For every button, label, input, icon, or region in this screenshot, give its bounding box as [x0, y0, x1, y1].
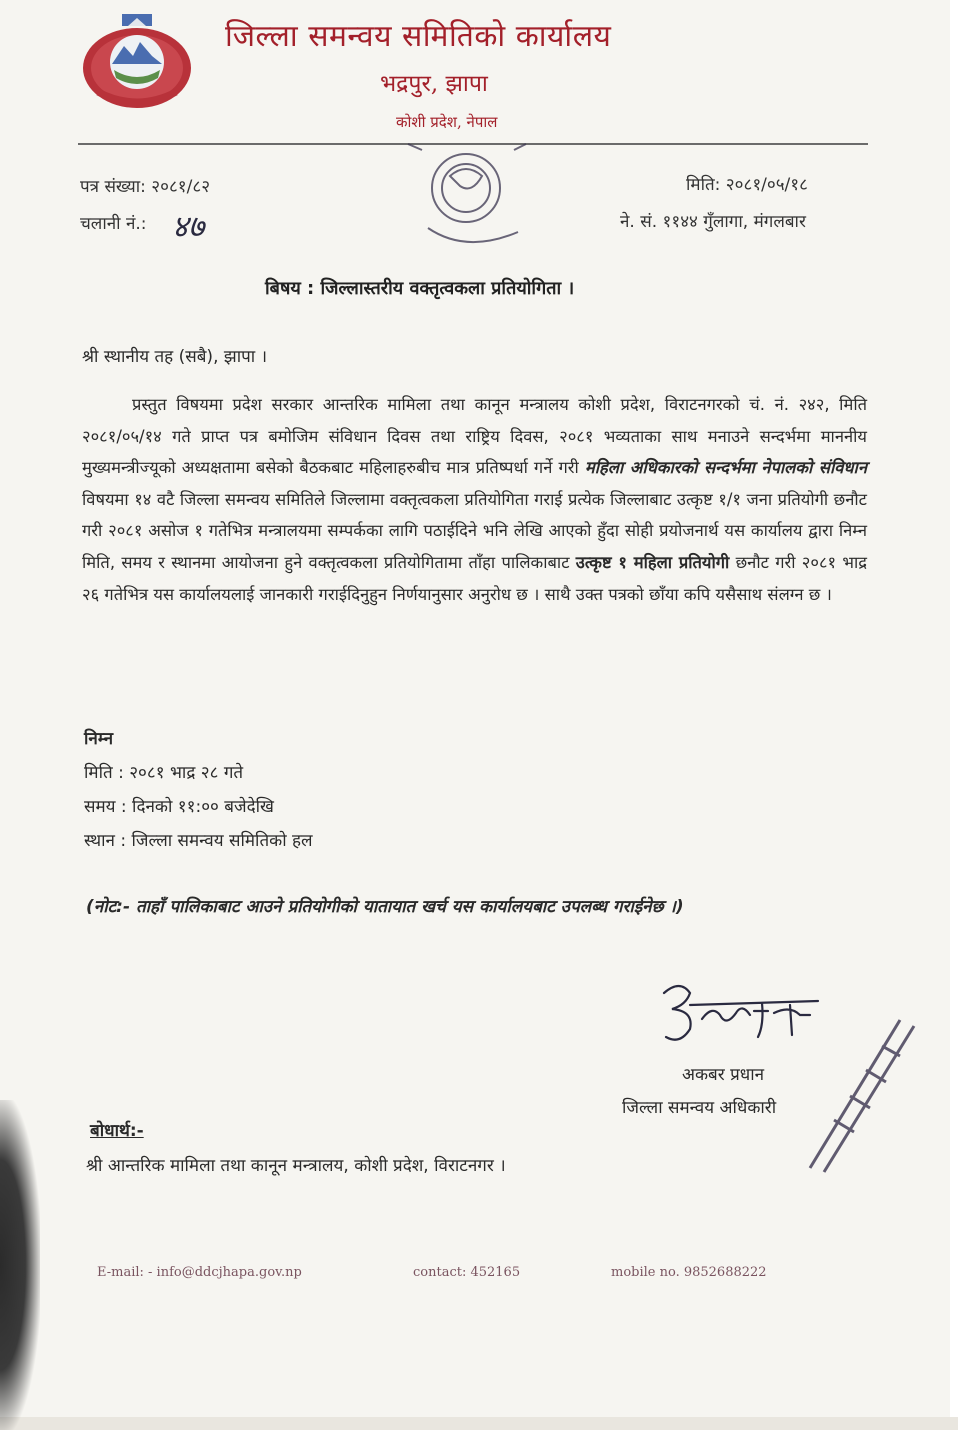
cc-heading: बोधार्थ:- — [90, 1121, 144, 1141]
footer-mobile: mobile no. 9852688222 — [611, 1265, 767, 1280]
body-topic: महिला अधिकारको सन्दर्भमा नेपालको संविधान — [584, 458, 867, 478]
office-location: भद्रपुर, झापा — [380, 71, 488, 97]
letter-subject: बिषय : जिल्लास्तरीय वक्तृत्वकला प्रतियोगिता । — [265, 278, 575, 299]
signatory-title: जिल्ला समन्वय अधिकारी — [622, 1098, 777, 1118]
office-province: कोशी प्रदेश, नेपाल — [396, 113, 498, 131]
letter-number: पत्र संख्या: २०८१/८२ — [80, 177, 211, 197]
office-stamp-icon — [388, 136, 563, 264]
signatory-name: अकबर प्रधान — [682, 1065, 765, 1085]
nepal-sambat-date: ने. सं. ११४४ गुँलागा, मंगलबार — [620, 212, 806, 232]
office-title: जिल्ला समन्वय समितिको कार्यालय — [225, 19, 612, 54]
addressee: श्री स्थानीय तह (सबै), झापा । — [82, 347, 268, 367]
dispatch-label: चलानी नं.: — [80, 214, 147, 234]
footer-contact: contact: 452165 — [413, 1265, 521, 1280]
letter-body — [82, 389, 867, 610]
footer-email: E-mail: - info@ddcjhapa.gov.np — [97, 1265, 302, 1280]
schedule-time: समय : दिनको ११:०० बजेदेखि — [84, 797, 274, 817]
body-part-3: छनौट गरी २०८१ भाद्र २६ गतेभित्र यस कार्यालयलाई जानकारी गराईदिनुहुन निर्णयानुसार अनुरोध छ । साथै उक्त पत्रको छाँया कपि यसैसाथ संलग्न छ । — [82, 552, 868, 604]
paper-edge — [950, 0, 958, 1417]
nepal-emblem-icon — [78, 12, 196, 112]
schedule-date: मिति : २०८१ भाद्र २८ गते — [84, 763, 244, 783]
schedule-venue: स्थान : जिल्ला समन्वय समितिको हल — [84, 831, 313, 851]
dispatch-number: ४७ — [172, 209, 205, 245]
event-schedule — [84, 722, 313, 858]
body-highlight: उत्कृष्ट १ महिला प्रतियोगी — [575, 552, 730, 572]
body-part-1: प्रस्तुत विषयमा प्रदेश सरकार आन्तरिक मामिला तथा कानून मन्त्रालय कोशी प्रदेश, विराटनगरको चं. नं. २४२, मिति २०८१/०५/१४ गते प्राप्त पत्र बमोजिम संविधान दिवस तथा राष्ट्रिय दिवस, २०८१ भव्यताका साथ मनाउने सन्दर्भमा माननीय मुख्यमन्त्रीज्यूको अध्यक्षतामा बसेको बैठकबाट महिलाहरुबीच मात्र प्रतिष्पर्धा गर्ने गरी — [82, 395, 867, 478]
officer-stamp-icon — [790, 1000, 930, 1180]
finger-shadow — [0, 1100, 40, 1430]
letter-date: मिति: २०८१/०५/१८ — [686, 175, 808, 195]
cc-recipient: श्री आन्तरिक मामिला तथा कानून मन्त्रालय, कोशी प्रदेश, विराटनगर । — [86, 1156, 506, 1176]
transport-note: (नोट:- ताहाँ पालिकाबाट आउने प्रतियोगीको यातायात खर्च यस कार्यालयबाट उपलब्ध गराईनेछ ।) — [86, 897, 684, 917]
schedule-heading: निम्न — [84, 729, 114, 749]
body-part-2: विषयमा १४ वटै जिल्ला समन्वय समितिले जिल्लामा वक्तृत्वकला प्रतियोगिता गराई प्रत्येक जिल्लाबाट उत्कृष्ट १/१ जना प्रतियोगी छनौट गरी २०८१ असोज १ गतेभित्र मन्त्रालयमा सम्पर्कका लागि पठाईदिने भनि लेखि आएको हुँदा सोही प्रयोजनार्थ यस कार्यालय द्वारा निम्न मिति, समय र स्थानमा आयोजना हुने वक्तृत्वकला प्रतियोगितामा ताँहा पालिकाबाट — [82, 489, 867, 572]
